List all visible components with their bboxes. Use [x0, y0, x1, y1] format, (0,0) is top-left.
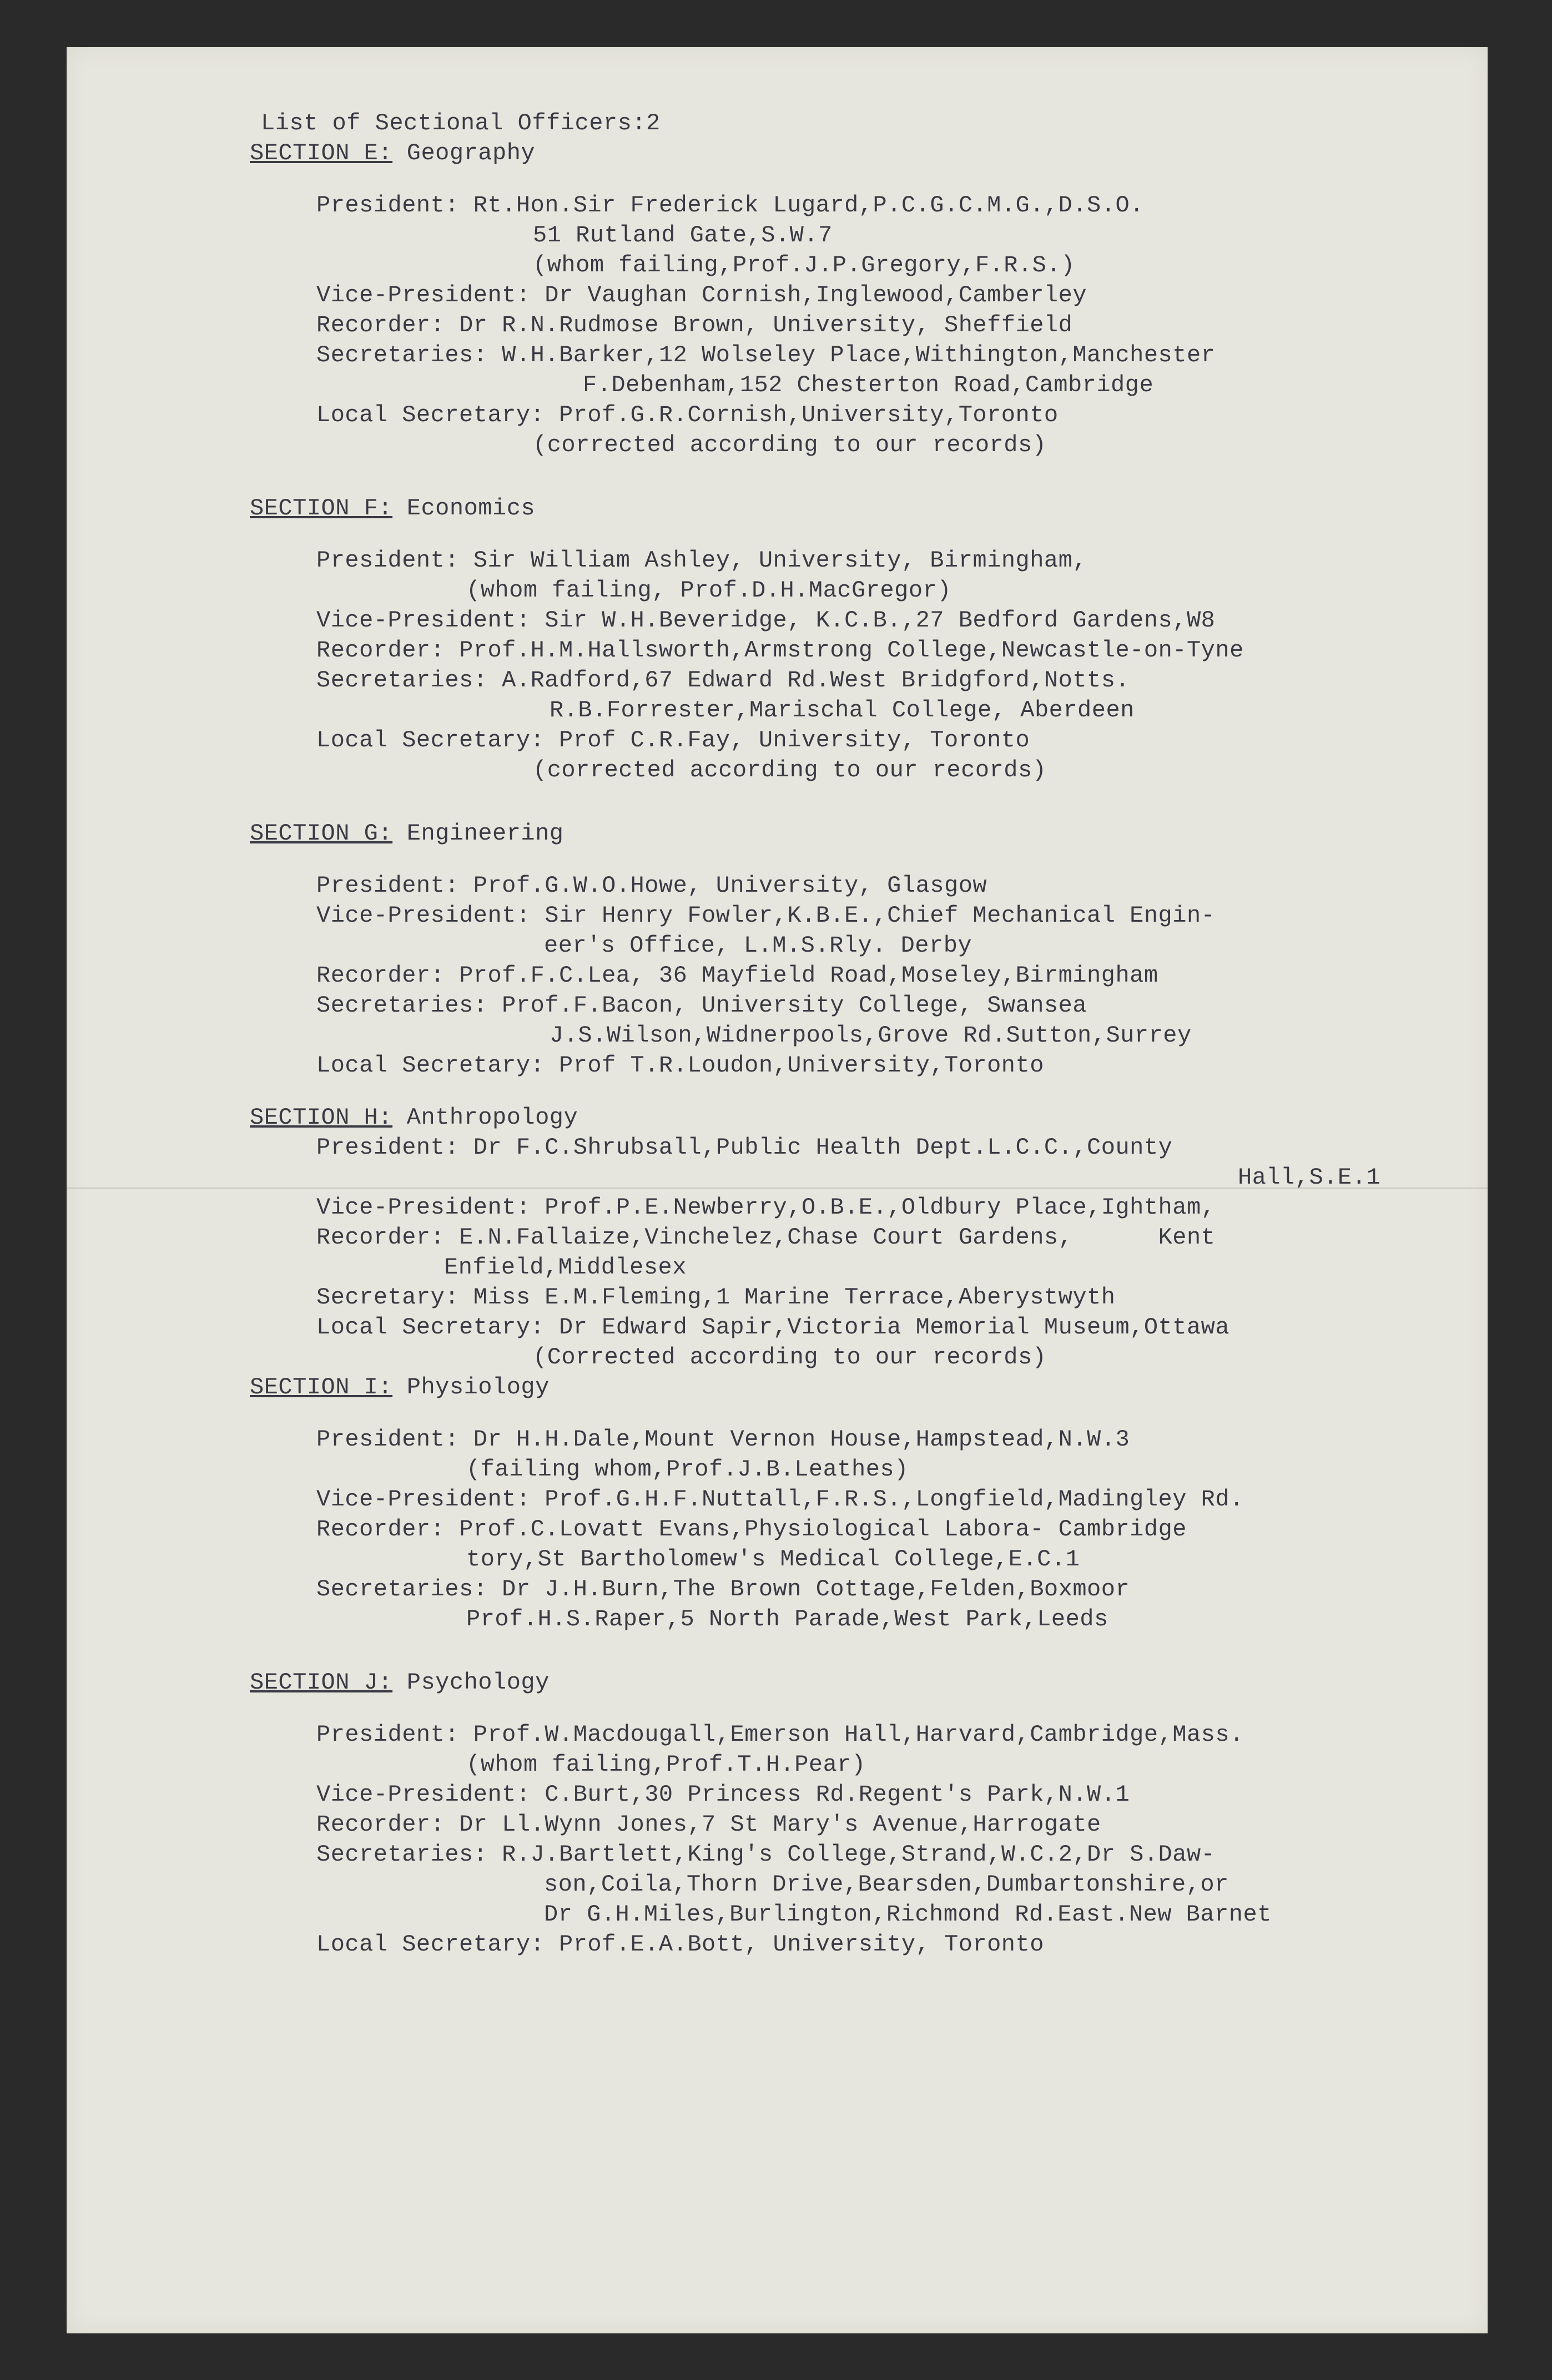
- role-label: President:: [316, 872, 460, 899]
- officer-line: [261, 220, 1427, 250]
- section-label: SECTION F:: [250, 495, 393, 522]
- officer-line: [261, 1222, 1427, 1252]
- officer-details: (corrected according to our records): [533, 432, 1047, 458]
- officer-details: (corrected according to our records): [533, 757, 1047, 784]
- document-title: List of Sectional Officers:2: [261, 110, 661, 137]
- officer-line: [261, 545, 1427, 575]
- officer-details: Prof.W.Macdougall,Emerson Hall,Harvard,Cambridge,Mass.: [473, 1721, 1244, 1748]
- officer-details: R.B.Forrester,Marischal College, Aberdeen: [550, 697, 1135, 724]
- officer-details: Dr F.C.Shrubsall,Public Health Dept.L.C.C.,County: [473, 1134, 1173, 1161]
- section-heading-f: [250, 493, 1427, 523]
- section-subject: Psychology: [406, 1669, 550, 1696]
- section-subject: Anthropology: [406, 1104, 578, 1131]
- officer-details: Dr G.H.Miles,Burlington,Richmond Rd.East.New Barnet: [544, 1901, 1272, 1928]
- officer-line: [261, 1750, 1427, 1780]
- document-content: [250, 108, 1427, 1959]
- officer-line: [261, 635, 1427, 665]
- officer-details: Prof C.R.Fay, University, Toronto: [558, 727, 1030, 754]
- role-label: Secretaries:: [316, 342, 488, 368]
- officer-details: R.J.Bartlett,King's College,Strand,W.C.2,Dr S.Daw-: [502, 1841, 1216, 1868]
- officer-details: Prof.G.H.F.Nuttall,F.R.S.,Longfield,Madingley Rd.: [545, 1486, 1244, 1513]
- officer-details: (whom failing,Prof.J.P.Gregory,F.R.S.): [533, 252, 1075, 279]
- section-label: SECTION H:: [250, 1104, 393, 1131]
- section-label: SECTION J:: [250, 1669, 393, 1696]
- role-label: Vice-President:: [316, 1194, 531, 1221]
- officer-details: E.N.Fallaize,Vinchelez,Chase Court Gardens, Kent: [459, 1224, 1216, 1251]
- role-label: Secretaries:: [316, 992, 488, 1019]
- officer-details: Prof.F.Bacon, University College, Swansea: [502, 992, 1087, 1019]
- officer-details: Hall,S.E.1: [1238, 1164, 1381, 1191]
- officer-details: Prof.G.W.O.Howe, University, Glasgow: [473, 872, 987, 899]
- officer-details: Dr R.N.Rudmose Brown, University, Sheffield: [459, 312, 1073, 338]
- role-label: Local Secretary:: [316, 1052, 545, 1079]
- officer-details: W.H.Barker,12 Wolseley Place,Withington,Manchester: [502, 342, 1216, 368]
- officer-line: [261, 1720, 1427, 1750]
- officer-line: [261, 1050, 1427, 1080]
- officer-line: [261, 1514, 1427, 1544]
- officer-details: Prof.C.Lovatt Evans,Physiological Labora- Cambridge: [459, 1516, 1187, 1543]
- officer-details: Prof.H.M.Hallsworth,Armstrong College,Newcastle-on-Tyne: [459, 637, 1244, 664]
- officer-line: [261, 1342, 1427, 1372]
- officer-line: [261, 1810, 1427, 1840]
- section-label: SECTION I:: [250, 1374, 393, 1401]
- section-heading-j: [250, 1667, 1427, 1697]
- officer-details: Dr Edward Sapir,Victoria Memorial Museum,Ottawa: [558, 1314, 1230, 1341]
- role-label: President:: [316, 1721, 460, 1748]
- officer-line: [261, 1133, 1427, 1163]
- officer-line: [261, 310, 1427, 340]
- officer-line: [261, 871, 1427, 901]
- officer-line: [261, 1454, 1427, 1484]
- role-label: President:: [316, 547, 460, 574]
- role-label: Vice-President:: [316, 902, 531, 929]
- role-label: Recorder:: [316, 637, 445, 664]
- officer-line: [261, 1020, 1427, 1050]
- role-label: President:: [316, 192, 460, 219]
- role-label: Vice-President:: [316, 1486, 531, 1513]
- officer-line: [261, 1252, 1427, 1282]
- officer-details: Prof.H.S.Raper,5 North Parade,West Park,Leeds: [466, 1606, 1108, 1633]
- officer-details: tory,St Bartholomew's Medical College,E.C.1: [466, 1546, 1080, 1573]
- role-label: Recorder:: [316, 1811, 445, 1838]
- role-label: Local Secretary:: [316, 402, 545, 428]
- officer-line: [261, 755, 1427, 785]
- officer-details: son,Coila,Thorn Drive,Bearsden,Dumbartonshire,or: [544, 1871, 1229, 1898]
- officer-details: Dr Ll.Wynn Jones,7 St Mary's Avenue,Harrogate: [459, 1811, 1101, 1838]
- officer-details: Rt.Hon.Sir Frederick Lugard,P.C.G.C.M.G.,D.S.O.: [473, 192, 1144, 219]
- role-label: Secretaries:: [316, 1576, 488, 1603]
- officer-details: Dr H.H.Dale,Mount Vernon House,Hampstead,N.W.3: [473, 1426, 1130, 1453]
- section-heading-e: [250, 138, 1427, 168]
- officer-details: Prof.G.R.Cornish,University,Toronto: [558, 402, 1059, 428]
- role-label: Local Secretary:: [316, 1931, 545, 1958]
- role-label: Recorder:: [316, 962, 445, 989]
- officer-details: Dr Vaughan Cornish,Inglewood,Camberley: [545, 282, 1087, 309]
- role-label: Recorder:: [316, 312, 445, 338]
- officer-line: [261, 1899, 1427, 1929]
- officer-details: Sir William Ashley, University, Birmingham,: [473, 547, 1087, 574]
- officer-line: [261, 280, 1427, 310]
- officer-details: (failing whom,Prof.J.B.Leathes): [466, 1456, 909, 1483]
- section-heading-g: [250, 818, 1427, 848]
- section-heading-i: [250, 1372, 1427, 1402]
- officer-details: Miss E.M.Fleming,1 Marine Terrace,Aberystwyth: [473, 1284, 1116, 1311]
- officer-line: [261, 1544, 1427, 1574]
- officer-line: [261, 1424, 1427, 1454]
- officer-line: [261, 1869, 1427, 1899]
- officer-line: [261, 1192, 1427, 1222]
- officer-line: [261, 1312, 1427, 1342]
- officer-details: Prof.F.C.Lea, 36 Mayfield Road,Moseley,Birmingham: [459, 962, 1158, 989]
- officer-details: Prof.E.A.Bott, University, Toronto: [558, 1931, 1044, 1958]
- officer-line: [261, 665, 1427, 695]
- officer-line: [261, 991, 1427, 1020]
- officer-line: [261, 400, 1427, 430]
- role-label: President:: [316, 1426, 460, 1453]
- officer-details: (Corrected according to our records): [533, 1344, 1047, 1371]
- officer-details: J.S.Wilson,Widnerpools,Grove Rd.Sutton,Surrey: [550, 1022, 1192, 1049]
- officer-details: (whom failing,Prof.T.H.Pear): [466, 1751, 866, 1778]
- officer-line: [261, 250, 1427, 280]
- officer-details: (whom failing, Prof.D.H.MacGregor): [466, 577, 951, 604]
- role-label: Secretaries:: [316, 1841, 488, 1868]
- officer-line: [261, 1840, 1427, 1869]
- officer-line: [261, 1163, 1427, 1192]
- officer-line: [261, 1574, 1427, 1604]
- officer-line: [261, 725, 1427, 755]
- role-label: Local Secretary:: [316, 1314, 545, 1341]
- role-label: Secretaries:: [316, 667, 488, 694]
- officer-line: [261, 1604, 1427, 1634]
- role-label: Recorder:: [316, 1516, 445, 1543]
- officer-line: [261, 901, 1427, 931]
- section-subject: Engineering: [406, 820, 564, 847]
- role-label: Vice-President:: [316, 282, 531, 309]
- officer-details: Sir Henry Fowler,K.B.E.,Chief Mechanical Engin-: [545, 902, 1216, 929]
- officer-details: Dr J.H.Burn,The Brown Cottage,Felden,Boxmoor: [502, 1576, 1130, 1603]
- officer-line: [261, 1282, 1427, 1312]
- officer-details: Enfield,Middlesex: [444, 1254, 687, 1281]
- section-label: SECTION E:: [250, 140, 393, 166]
- officer-line: [261, 370, 1427, 400]
- role-label: Recorder:: [316, 1224, 445, 1251]
- officer-line: [261, 931, 1427, 961]
- officer-line: [261, 695, 1427, 725]
- document-page: [67, 47, 1488, 2333]
- section-heading-h: [250, 1103, 1427, 1133]
- officer-line: [261, 340, 1427, 370]
- officer-details: Prof T.R.Loudon,University,Toronto: [558, 1052, 1044, 1079]
- role-label: Vice-President:: [316, 607, 531, 634]
- officer-line: [261, 605, 1427, 635]
- role-label: Secretary:: [316, 1284, 460, 1311]
- officer-line: [261, 1484, 1427, 1514]
- section-subject: Economics: [406, 495, 536, 522]
- officer-line: [261, 1780, 1427, 1810]
- section-subject: Physiology: [406, 1374, 550, 1401]
- officer-line: [261, 1929, 1427, 1959]
- officer-details: eer's Office, L.M.S.Rly. Derby: [544, 932, 972, 959]
- officer-details: A.Radford,67 Edward Rd.West Bridgford,Notts.: [502, 667, 1130, 694]
- officer-details: Prof.P.E.Newberry,O.B.E.,Oldbury Place,Ightham,: [545, 1194, 1216, 1221]
- officer-details: F.Debenham,152 Chesterton Road,Cambridge: [583, 372, 1154, 398]
- role-label: Local Secretary:: [316, 727, 545, 754]
- role-label: President:: [316, 1134, 460, 1161]
- officer-details: Sir W.H.Beveridge, K.C.B.,27 Bedford Gardens,W8: [545, 607, 1216, 634]
- officer-details: C.Burt,30 Princess Rd.Regent's Park,N.W.1: [545, 1781, 1130, 1808]
- officer-line: [261, 575, 1427, 605]
- officer-line: [261, 430, 1427, 460]
- officer-line: [261, 190, 1427, 220]
- role-label: Vice-President:: [316, 1781, 531, 1808]
- officer-details: 51 Rutland Gate,S.W.7: [533, 222, 833, 249]
- officer-line: [261, 961, 1427, 991]
- section-label: SECTION G:: [250, 820, 393, 847]
- section-subject: Geography: [406, 140, 536, 166]
